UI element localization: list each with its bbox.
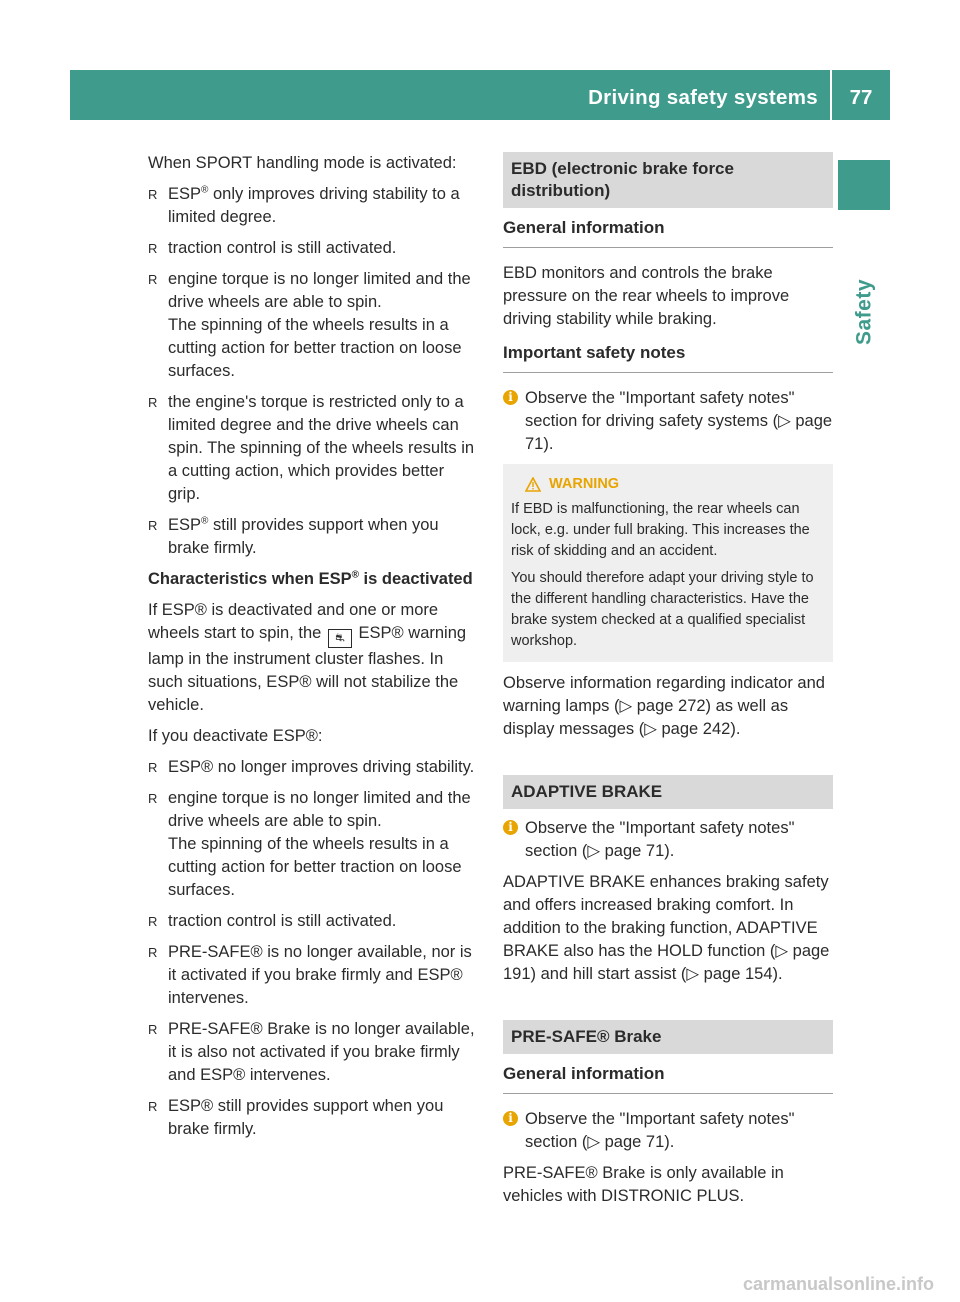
- header-bar: [70, 70, 890, 120]
- section-title: Driving safety systems: [588, 86, 818, 109]
- left-column: [148, 152, 480, 1149]
- header-divider: [830, 70, 832, 120]
- list-item: R PRE-SAFE® is no longer available, nor is it activated if you brake firmly and ESP® intervenes.: [148, 943, 472, 1007]
- paragraph: Observe information regarding indicator and warning lamps (▷ page 272) as well as display messages (▷ page 242).: [503, 674, 825, 738]
- subheading-general-info: General information: [503, 216, 833, 248]
- subheading: Characteristics when ESP® is deactivated: [148, 569, 473, 588]
- warning-box: [503, 464, 833, 662]
- bullet-icon: R: [148, 395, 158, 410]
- list-item-extra: The spinning of the wheels results in a cutting action for better traction on loose surfaces.: [168, 316, 462, 380]
- bullet-icon: R: [148, 791, 158, 806]
- watermark: carmanualsonline.info: [742, 1274, 934, 1294]
- info-icon: i: [503, 820, 518, 835]
- chapter-label: Safety: [852, 278, 876, 345]
- bullet-icon: R: [148, 1099, 158, 1114]
- paragraph: ADAPTIVE BRAKE enhances braking safety and offers increased braking comfort. In addition to the braking function, ADAPTIVE BRAKE also has the HOLD function (▷ page 191) and hill start assist (▷ page 154).: [503, 873, 830, 983]
- list-item: R ESP® no longer improves driving stability.: [148, 756, 480, 779]
- info-note: i Observe the "Important safety notes" section (▷ page 71).: [503, 1108, 833, 1154]
- bullet-icon: R: [148, 1022, 158, 1037]
- bullet-icon: R: [148, 760, 158, 775]
- bullet-icon: R: [148, 187, 158, 202]
- info-note: i Observe the "Important safety notes" section (▷ page 71).: [503, 817, 833, 863]
- chapter-tab: [838, 160, 890, 210]
- esp-warning-lamp-icon: ⛐: [328, 629, 352, 648]
- subheading-safety-notes: Important safety notes: [503, 341, 833, 373]
- bullet-icon: R: [148, 518, 158, 533]
- info-note: i Observe the "Important safety notes" section for driving safety systems (▷ page 71).: [503, 387, 833, 456]
- section-heading-pre-safe-brake: PRE-SAFE® Brake: [503, 1020, 833, 1054]
- sport-intro: When SPORT handling mode is activated:: [148, 154, 457, 172]
- list-item: R PRE-SAFE® Brake is no longer available, it is also not activated if you brake firmly and ESP® intervenes.: [148, 1020, 475, 1084]
- info-icon: i: [503, 1111, 518, 1126]
- bullet-icon: R: [148, 914, 158, 929]
- info-icon: i: [503, 390, 518, 405]
- list-item: R engine torque is no longer limited and the drive wheels are able to spin. The spinning of the wheels results in a cutting action for better traction on loose surfaces.: [148, 268, 480, 383]
- bullet-icon: R: [148, 272, 158, 287]
- subheading-general-info: General information: [503, 1062, 833, 1094]
- warning-triangle-icon: [525, 477, 541, 492]
- warning-header: WARNING: [511, 474, 825, 495]
- list-item: R ESP® only improves driving stability to a limited degree.: [148, 184, 460, 226]
- page-number: 77: [849, 86, 873, 109]
- list-item: R traction control is still activated.: [148, 237, 480, 260]
- paragraph: If you deactivate ESP®:: [148, 727, 323, 745]
- bullet-icon: R: [148, 945, 158, 960]
- paragraph: PRE-SAFE® Brake is only available in vehicles with DISTRONIC PLUS.: [503, 1164, 784, 1205]
- section-heading-adaptive-brake: ADAPTIVE BRAKE: [503, 775, 833, 809]
- list-item: R ESP® still provides support when you brake firmly.: [148, 1097, 444, 1138]
- section-heading-ebd: EBD (electronic brake force distribution): [503, 152, 833, 208]
- bullet-icon: R: [148, 241, 158, 256]
- right-column: [503, 152, 833, 1216]
- paragraph: If ESP® is deactivated and one or more wheels start to spin, the ⛐ ESP® warning lamp in the instrument cluster flashes. In such situations, ESP® will not stabilize the vehicle.: [148, 601, 467, 714]
- list-item: R engine torque is no longer limited and the drive wheels are able to spin. The spinning of the wheels results in a cutting action for better traction on loose surfaces.: [148, 787, 480, 902]
- list-item-extra: The spinning of the wheels results in a cutting action for better traction on loose surfaces.: [168, 835, 462, 899]
- list-item: R ESP® still provides support when you brake firmly.: [148, 515, 439, 557]
- warning-text: You should therefore adapt your driving style to the different handling characteristics. Have the brake system checked at a qualified specialist workshop.: [511, 570, 814, 649]
- warning-text: If EBD is malfunctioning, the rear wheels can lock, e.g. under full braking. This increases the risk of skidding and an accident.: [511, 501, 810, 559]
- list-item: R the engine's torque is restricted only to a limited degree and the drive wheels can spin. The spinning of the wheels results in a cutting action, which provides better grip.: [148, 393, 475, 503]
- paragraph: EBD monitors and controls the brake pressure on the rear wheels to improve driving stability while braking.: [503, 264, 790, 328]
- list-item: R traction control is still activated.: [148, 910, 480, 933]
